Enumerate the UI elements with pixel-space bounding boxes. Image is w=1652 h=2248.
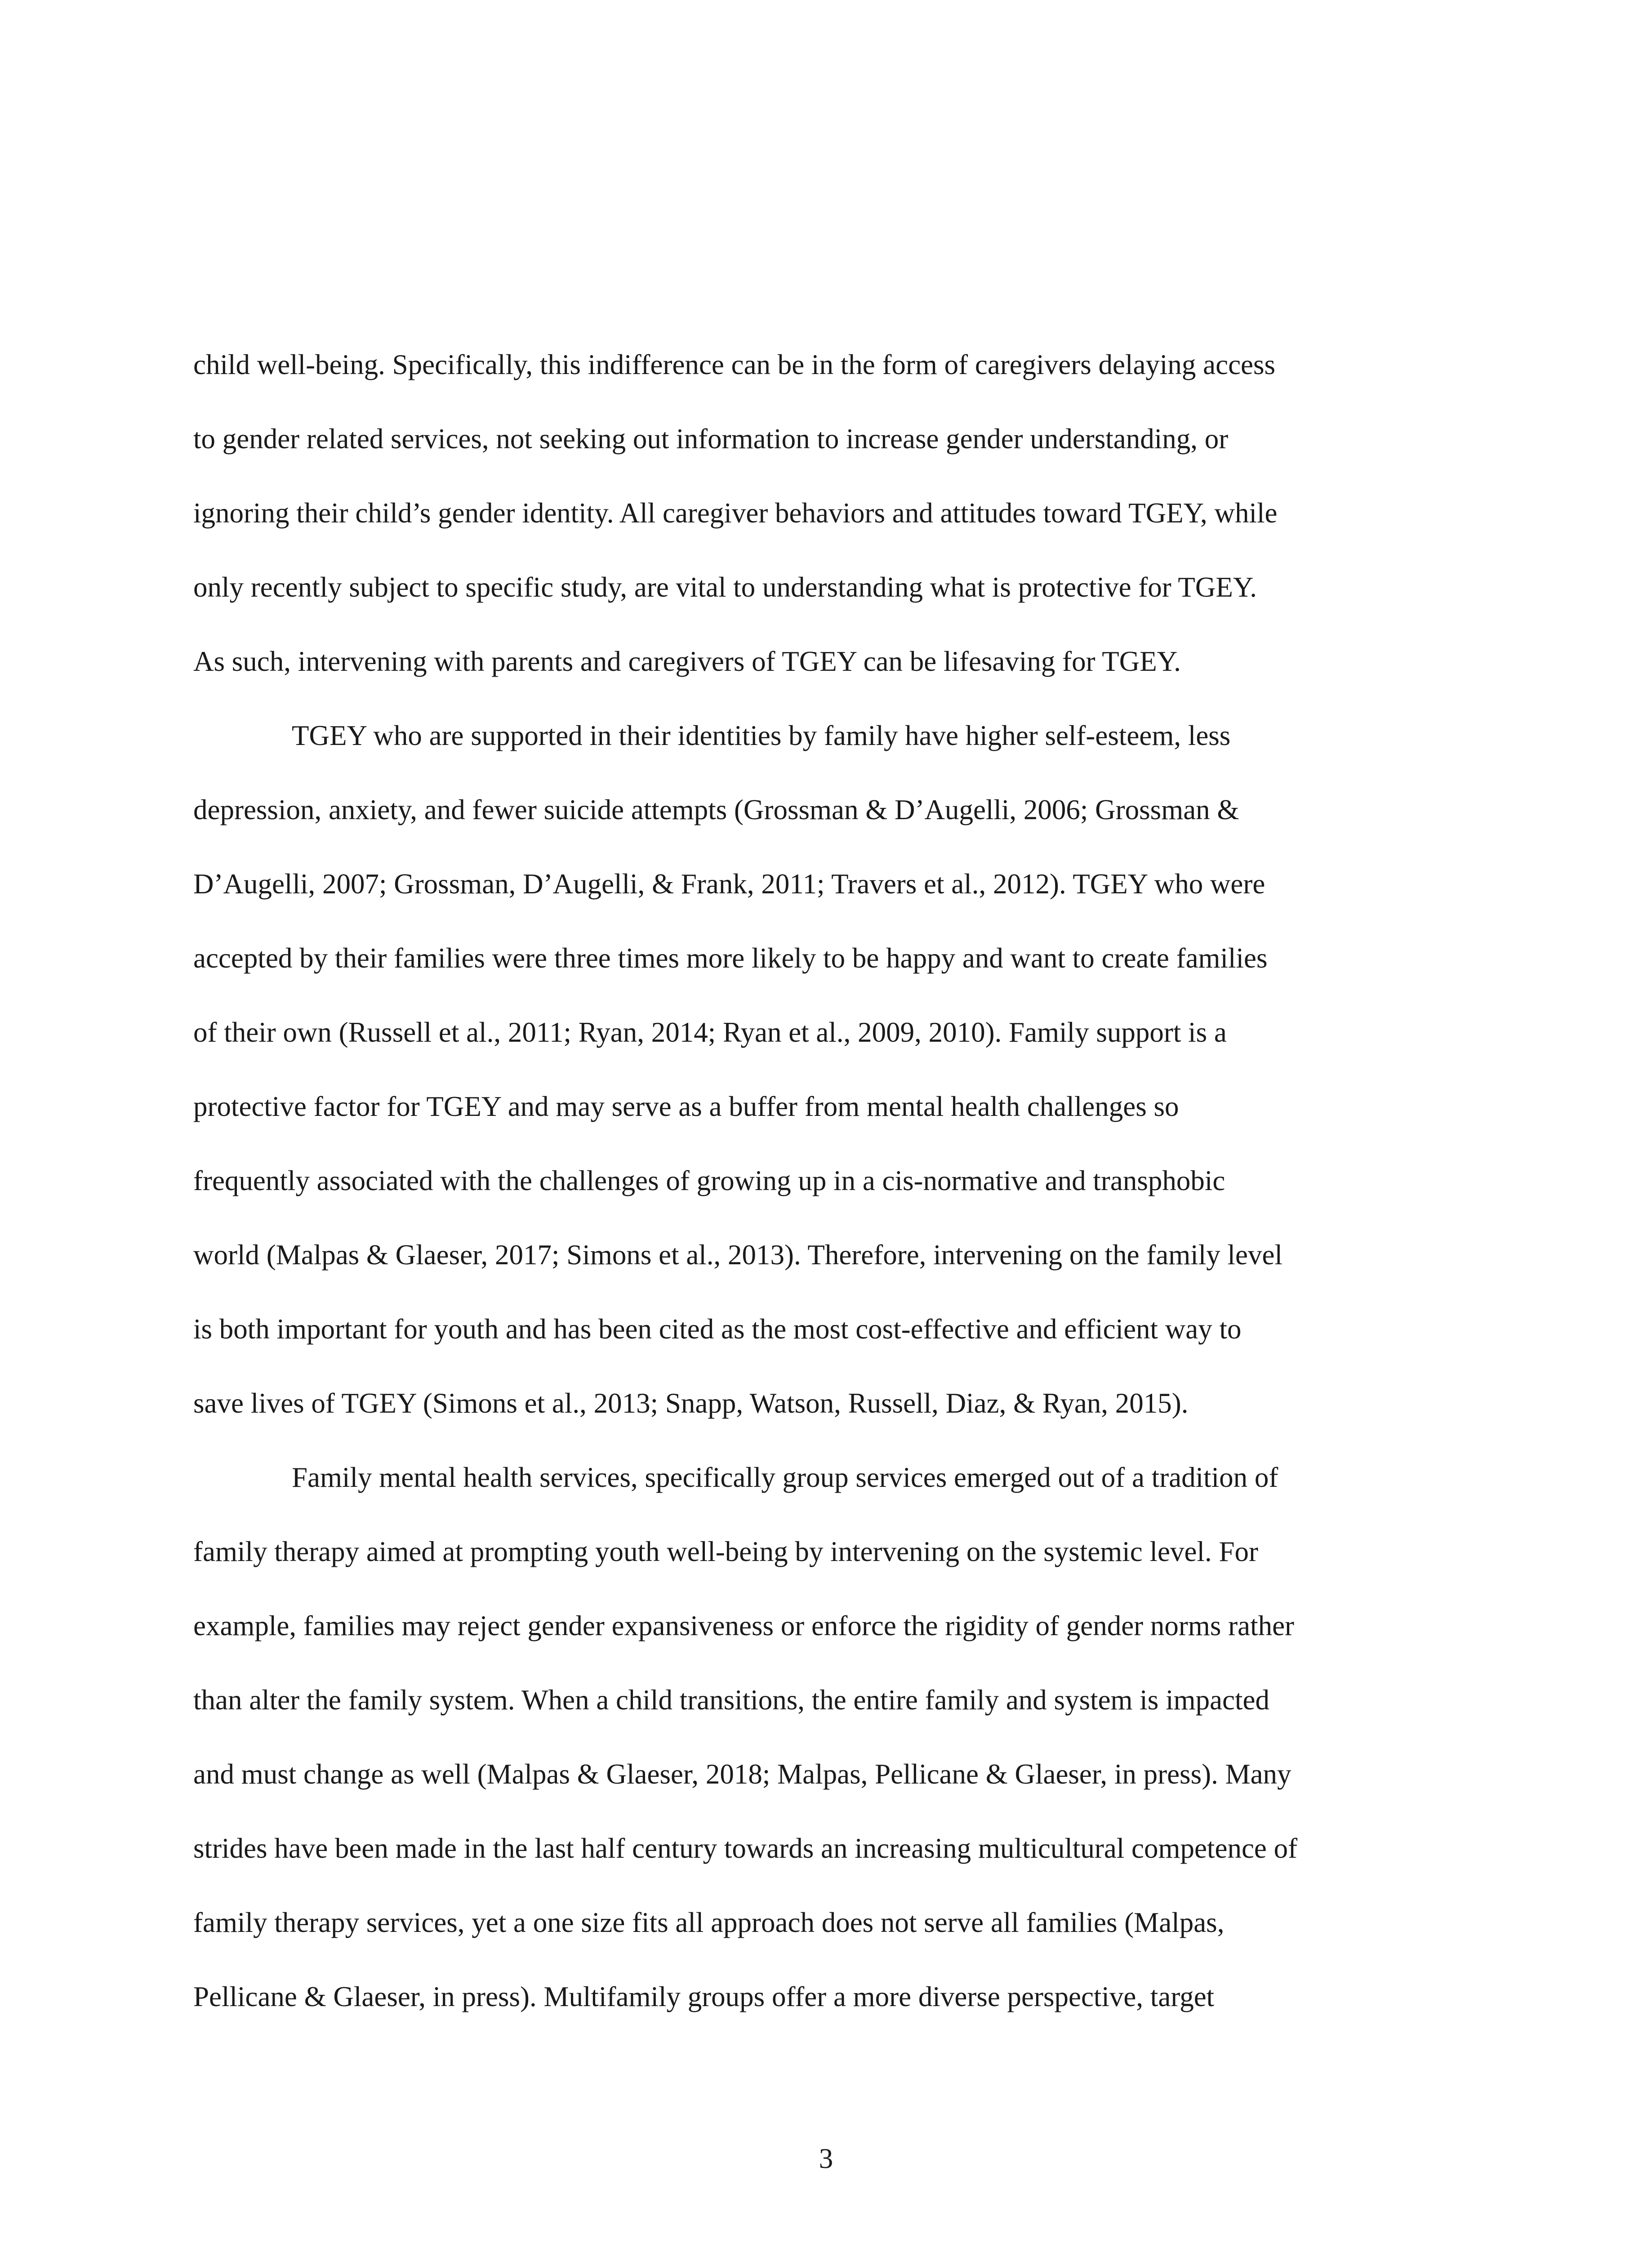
page-number: 3 xyxy=(819,2143,833,2174)
text-line: example, families may reject gender expansiveness or enforce the rigidity of gender norms rather xyxy=(193,1610,1295,1641)
text-line: child well-being. Specifically, this indifference can be in the form of caregivers delaying access xyxy=(193,349,1276,380)
paragraph-first-line: TGEY who are supported in their identities by family have higher self-esteem, less xyxy=(292,720,1231,751)
text-line: only recently subject to specific study, are vital to understanding what is protective for TGEY. xyxy=(193,571,1257,603)
text-line: D’Augelli, 2007; Grossman, D’Augelli, & Frank, 2011; Travers et al., 2012). TGEY who were xyxy=(193,868,1265,900)
text-line: protective factor for TGEY and may serve as a buffer from mental health challenges so xyxy=(193,1091,1179,1122)
text-line: accepted by their families were three times more likely to be happy and want to create families xyxy=(193,942,1268,974)
text-line: is both important for youth and has been cited as the most cost-effective and efficient way to xyxy=(193,1313,1242,1345)
text-line: to gender related services, not seeking out information to increase gender understanding, or xyxy=(193,423,1229,455)
paragraph-first-line: Family mental health services, specifically group services emerged out of a tradition of xyxy=(292,1462,1278,1493)
text-line: family therapy aimed at prompting youth well-being by intervening on the systemic level. For xyxy=(193,1536,1258,1567)
text-line: and must change as well (Malpas & Glaeser, 2018; Malpas, Pellicane & Glaeser, in press). Many xyxy=(193,1758,1291,1790)
text-line: frequently associated with the challenges of growing up in a cis-normative and transphobic xyxy=(193,1165,1225,1196)
text-line: strides have been made in the last half century towards an increasing multicultural competence of xyxy=(193,1833,1298,1864)
text-line: of their own (Russell et al., 2011; Ryan, 2014; Ryan et al., 2009, 2010). Family support is a xyxy=(193,1017,1227,1048)
text-line: ignoring their child’s gender identity. All caregiver behaviors and attitudes toward TGEY, while xyxy=(193,497,1278,529)
text-line: family therapy services, yet a one size fits all approach does not serve all families (Malpas, xyxy=(193,1907,1225,1938)
text-line: Pellicane & Glaeser, in press). Multifamily groups offer a more diverse perspective, target xyxy=(193,1981,1215,2012)
text-line: save lives of TGEY (Simons et al., 2013; Snapp, Watson, Russell, Diaz, & Ryan, 2015). xyxy=(193,1387,1189,1419)
text-line: As such, intervening with parents and caregivers of TGEY can be lifesaving for TGEY. xyxy=(193,646,1181,677)
text-line: than alter the family system. When a child transitions, the entire family and system is impacted xyxy=(193,1684,1269,1716)
text-line: depression, anxiety, and fewer suicide attempts (Grossman & D’Augelli, 2006; Grossman & xyxy=(193,794,1239,825)
text-line: world (Malpas & Glaeser, 2017; Simons et al., 2013). Therefore, intervening on the family level xyxy=(193,1239,1282,1271)
